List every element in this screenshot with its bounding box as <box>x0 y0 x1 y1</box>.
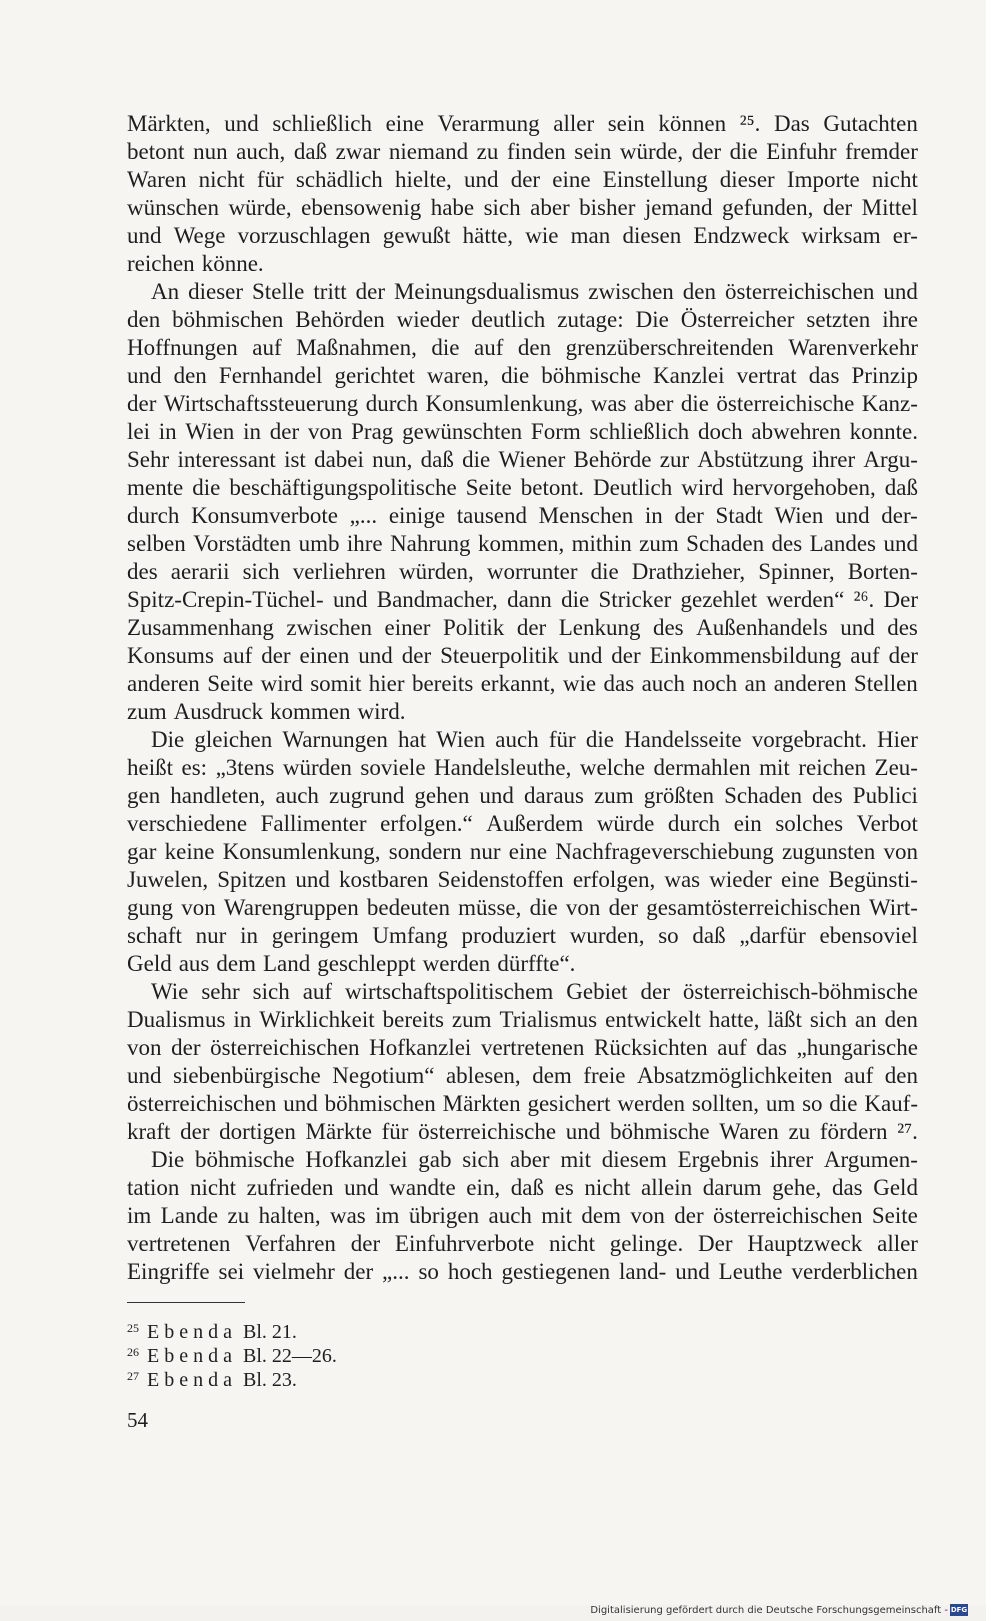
text-line: der Wirtschaftssteuerung durch Konsumlenkung, was aber die österreichische Kanz- <box>127 391 918 416</box>
footnote: $^{26}$ Ebenda Bl. 22—26. <box>127 1345 337 1367</box>
text-line: betont nun auch, daß zwar niemand zu finden sein würde, der die Einfuhr fremder <box>127 139 918 164</box>
page-number: 54 <box>127 1408 148 1432</box>
text-line: An dieser Stelle tritt der Meinungsdualismus zwischen den österreichischen und <box>151 279 918 304</box>
text-line: Eingriffe sei vielmehr der „... so hoch gestiegenen land- und Leuthe verderblichen <box>127 1259 918 1284</box>
footnote: $^{25}$ Ebenda Bl. 21. <box>127 1321 297 1343</box>
text-line: reichen könne. <box>127 251 264 276</box>
text-line: vertretenen Verfahren der Einfuhrverbote nicht gelinge. Der Hauptzweck aller <box>127 1231 918 1256</box>
text-line: Märkten, und schließlich eine Verarmung aller sein können ²⁵. Das Gutachten <box>127 111 918 136</box>
text-line: kraft der dortigen Märkte für österreichische und böhmische Waren zu fördern ²⁷. <box>127 1119 918 1144</box>
text-line: den böhmischen Behörden wieder deutlich zutage: Die Österreicher setzten ihre <box>127 307 918 332</box>
text-line: Dualismus in Wirklichkeit bereits zum Trialismus entwickelt hatte, läßt sich an den <box>127 1007 918 1032</box>
text-line: Konsums auf der einen und der Steuerpolitik und der Einkommensbildung auf der <box>127 643 918 668</box>
text-line: im Lande zu halten, was im übrigen auch mit dem von der österreichischen Seite <box>127 1203 918 1228</box>
text-line: und Wege vorzuschlagen gewußt hätte, wie man diesen Endzweck wirksam er- <box>127 223 918 248</box>
text-line: Geld aus dem Land geschleppt werden dürffte“. <box>127 951 576 976</box>
text-line: Die böhmische Hofkanzlei gab sich aber mit diesem Ergebnis ihrer Argumen- <box>151 1147 918 1172</box>
text-line: lei in Wien in der von Prag gewünschten Form schließlich doch abwehren konnte. <box>127 419 918 444</box>
text-line: Juwelen, Spitzen und kostbaren Seidenstoffen erfolgen, was wieder eine Begünsti- <box>127 867 918 892</box>
text-line: und den Fernhandel gerichtet waren, die böhmische Kanzlei vertrat das Prinzip <box>127 363 918 388</box>
text-line: zum Ausdruck kommen wird. <box>127 699 406 724</box>
footnote: $^{27}$ Ebenda Bl. 23. <box>127 1369 297 1391</box>
text-line: gung von Warengruppen bedeuten müsse, die von der gesamtösterreichischen Wirt- <box>127 895 918 920</box>
text-line: wünschen würde, ebensowenig habe sich aber bisher jemand gefunden, der Mittel <box>127 195 918 220</box>
text-line: Zusammenhang zwischen einer Politik der Lenkung des Außenhandels und des <box>127 615 918 640</box>
text-line: heißt es: „3tens würden soviele Handelsleuthe, welche dermahlen mit reichen Zeu- <box>127 755 918 780</box>
text-line: Hoffnungen auf Maßnahmen, die auf den grenzüberschreitenden Warenverkehr <box>127 335 918 360</box>
text-line: gen handleten, auch zugrund gehen und daraus zum größten Schaden des Publici <box>127 783 918 808</box>
text-line: Waren nicht für schädlich hielte, und der eine Einstellung dieser Importe nicht <box>127 167 918 192</box>
text-line: anderen Seite wird somit hier bereits erkannt, wie das auch noch an anderen Stellen <box>127 671 918 696</box>
text-line: durch Konsumverbote „... einige tausend Menschen in der Stadt Wien und der- <box>127 503 918 528</box>
body-text <box>127 110 918 1286</box>
footnotes <box>127 1316 527 1391</box>
text-line: schaft nur in geringem Umfang produziert wurden, so daß „darfür ebensoviel <box>127 923 918 948</box>
scan-margin <box>986 0 1000 1621</box>
text-line: des aerarii sich verliehren würden, worrunter die Drathzieher, Spinner, Borten- <box>127 559 918 584</box>
text-line: Wie sehr sich auf wirtschaftspolitischem Gebiet der österreichisch-böhmische <box>151 979 918 1004</box>
text-line: Die gleichen Warnungen hat Wien auch für die Handelsseite vorgebracht. Hier <box>151 727 918 752</box>
text-line: mente die beschäftigungspolitische Seite betont. Deutlich wird hervorgehoben, daß <box>127 475 918 500</box>
text-line: selben Vorstädten umb ihre Nahrung kommen, mithin zum Schaden des Landes und <box>127 531 918 556</box>
text-line: gar keine Konsumlenkung, sondern nur eine Nachfrageverschiebung zugunsten von <box>127 839 918 864</box>
text-line: von der österreichischen Hofkanzlei vertretenen Rücksichten auf das „hungarische <box>127 1035 918 1060</box>
text-line: Sehr interessant ist dabei nun, daß die Wiener Behörde zur Abstützung ihrer Argu- <box>127 447 918 472</box>
dfg-logo: DFG <box>950 1606 968 1614</box>
text-line: österreichischen und böhmischen Märkten gesichert werden sollten, um so die Kauf- <box>127 1091 918 1116</box>
footnote-divider <box>127 1302 245 1303</box>
text-line: tation nicht zufrieden und wandte ein, daß es nicht allein darum gehe, das Geld <box>127 1175 918 1200</box>
text-line: verschiedene Fallimenter erfolgen.“ Außerdem würde durch ein solches Verbot <box>127 811 918 836</box>
text-line: und siebenbürgische Negotium“ ablesen, dem freie Absatzmöglichkeiten auf den <box>127 1063 918 1088</box>
text-line: Spitz-Crepin-Tüchel- und Bandmacher, dann die Stricker gezehlet werden“ ²⁶. Der <box>127 587 918 612</box>
digitization-credit: Digitalisierung gefördert durch die Deutsche Forschungsgemeinschaft - <box>590 1605 948 1616</box>
